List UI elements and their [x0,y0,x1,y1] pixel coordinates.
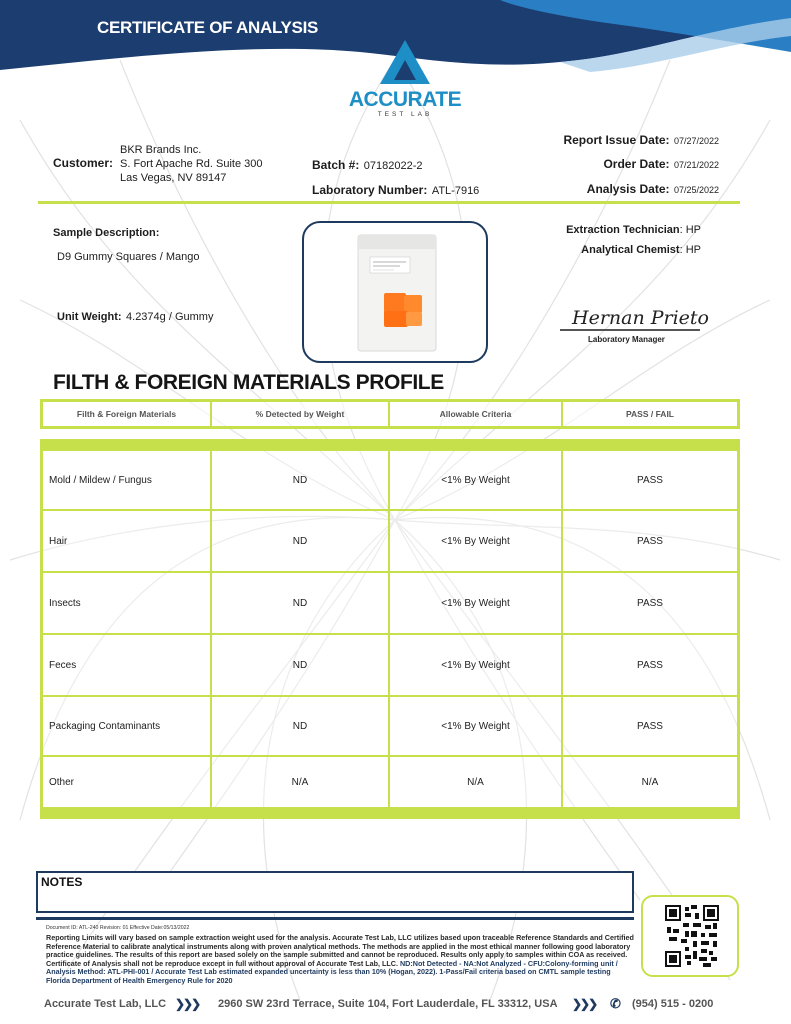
analysis-date-label: Analysis Date: [586,182,670,196]
detected-cell: ND [212,511,390,571]
detected-cell: ND [212,573,390,633]
disclaimer-text: Reporting Limits will vary based on sample extraction weight used for the analysis. Accurate Test Lab, LLC utilizes based upon traceable Reference Standards and Certified Reference Material to calibrate analytical instruments along with proven analytical methods. The methods are applied in the most ethical manner following good laboratory practice guidelines. The results of this report are based solely on the sample submitted and cannot be reproduced. Results only apply to samples within COA as received. Certificate of Analysis shall not be reproduce except in full without approval of Accurate Test Lab, LLC. [46,933,634,968]
column-header-material: Filth & Foreign Materials [43,402,212,426]
manager-signature: Hernan Prieto [572,307,709,329]
notes-divider [36,917,634,920]
logo-name: ACCURATE [348,88,462,111]
results-table-header [40,399,740,429]
header-divider [38,201,740,204]
analytical-chemist-label: Analytical Chemist [581,244,680,256]
disclaimer-definitions: ND:Not Detected - NA:Not Analyzed - CFU:Colony-forming unit / Analysis Method: ATL-PHI-001 / Accurate Test Lab estimated expanded uncertainty is less than 10% (Hogan, 2022). 1-Pass/Fail criteria based on CMTL sample testing Florida Department of Health Emergency Rule for 2020 [46,958,618,985]
criteria-cell: <1% By Weight [390,697,563,755]
criteria-cell: <1% By Weight [390,573,563,633]
footer-address: 2960 SW 23rd Terrace, Suite 104, Fort Lauderdale, FL 33312, USA [218,998,558,1010]
sample-photo [302,221,488,363]
customer-label: Customer: [53,156,114,170]
material-cell: Other [43,757,212,807]
order-date-value: 07/21/2022 [673,160,719,170]
extraction-technician-value: : HP [679,224,701,236]
document-title: CERTIFICATE OF ANALYSIS [97,18,319,37]
table-row [43,511,737,573]
section-title: FILTH & FOREIGN MATERIALS PROFILE [53,371,444,394]
result-cell: PASS [637,659,663,671]
company-logo [340,38,470,118]
analysis-date [587,180,719,198]
detected-cell: ND [212,635,390,695]
analytical-chemist [581,244,701,256]
qr-frame [641,895,739,977]
lab-number-value: ATL-7916 [431,185,480,197]
material-cell: Feces [43,635,212,695]
notes-box [36,871,634,913]
footer-phone: (954) 515 - 0200 [632,998,714,1010]
unit-weight-field [57,307,213,325]
material-cell: Mold / Mildew / Fungus [43,451,212,509]
disclaimer [46,934,636,986]
column-header-detected: % Detected by Weight [212,402,390,426]
column-header-pass-fail: PASS / FAIL [625,409,675,419]
manager-title: Laboratory Manager [588,335,665,344]
lab-number-field [312,181,479,199]
logo-triangle-icon [340,38,470,88]
table-row [43,451,737,511]
customer-name: BKR Brands Inc. [120,144,202,156]
lab-number-label: Laboratory Number: [312,183,428,197]
batch-field [312,156,423,174]
table-row [43,757,737,807]
detected-cell: ND [212,697,390,755]
footer-company: Accurate Test Lab, LLC [44,998,167,1010]
qr-code-icon [665,905,719,967]
notes-title: NOTES [41,875,83,889]
customer-address-2: Las Vegas, NV 89147 [120,172,227,184]
result-cell: N/A [641,776,659,788]
criteria-cell: <1% By Weight [390,451,563,509]
result-cell: PASS [637,597,663,609]
criteria-cell: <1% By Weight [390,635,563,695]
column-header-criteria: Allowable Criteria [390,402,563,426]
analytical-chemist-value: : HP [679,244,701,256]
material-cell: Insects [43,573,212,633]
criteria-cell: N/A [390,757,563,807]
signature-line [560,329,700,331]
result-cell: PASS [637,535,663,547]
analysis-date-value: 07/25/2022 [673,185,719,195]
logo-subtitle: TEST LAB [377,111,433,118]
chevron-right-icon: ❯❯❯ [572,997,597,1011]
table-row [43,573,737,635]
order-date [603,155,719,173]
detected-cell: N/A [212,757,390,807]
extraction-technician [566,224,701,236]
material-cell: Hair [43,511,212,571]
document-id: Document ID: ATL-240 Revision: 01 Effective Date:05/13/2022 [46,925,190,931]
phone-icon: ✆ [610,996,621,1011]
criteria-cell: <1% By Weight [390,511,563,571]
result-cell: PASS [637,474,663,486]
extraction-technician-label: Extraction Technician [566,224,680,236]
material-cell: Packaging Contaminants [43,697,212,755]
chevron-right-icon: ❯❯❯ [175,997,200,1011]
unit-weight-label: Unit Weight: [57,311,122,323]
report-issue-label: Report Issue Date: [563,133,670,147]
results-table-body [40,439,740,819]
table-row [43,697,737,757]
report-issue-date [563,131,719,149]
gummy-package-image [304,223,486,361]
batch-value: 07182022-2 [363,160,423,172]
sample-description-label: Sample Description: [53,227,160,239]
report-issue-value: 07/27/2022 [673,136,719,146]
result-cell: PASS [637,720,663,732]
sample-description-value: D9 Gummy Squares / Mango [57,251,200,263]
batch-label: Batch #: [312,158,360,172]
footer [44,998,744,1014]
order-date-label: Order Date: [603,157,670,171]
detected-cell: ND [212,451,390,509]
customer-address-1: S. Fort Apache Rd. Suite 300 [120,158,263,170]
unit-weight-value: 4.2374g / Gummy [126,311,214,323]
table-row [43,635,737,697]
